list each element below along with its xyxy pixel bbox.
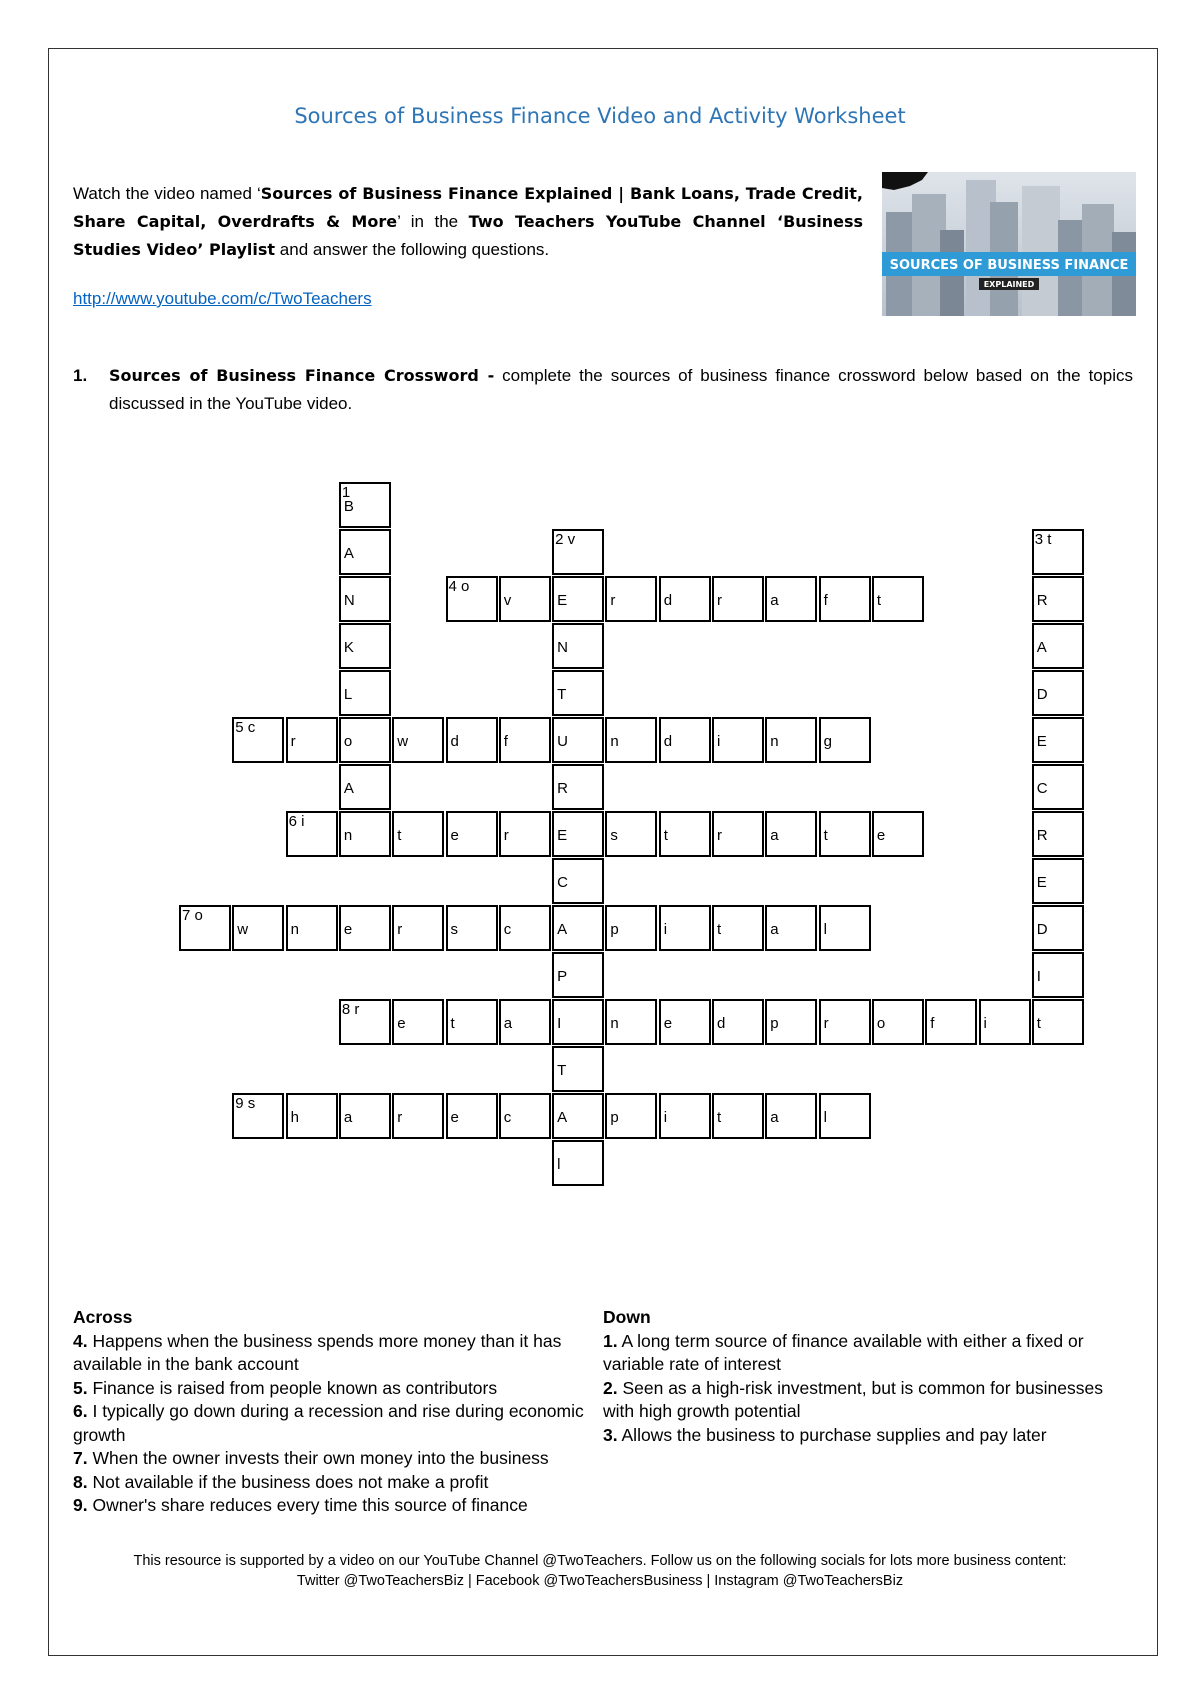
question-1 <box>73 362 1133 418</box>
cell-letter: E <box>557 827 568 844</box>
question-number: 1. <box>73 366 88 385</box>
footer-line-1: This resource is supported by a video on our YouTube Channel @TwoTeachers. Follow us on the following socials for lots more business content: <box>133 1553 1067 1569</box>
cell-letter: a <box>770 921 779 938</box>
cell-letter: t <box>397 827 402 844</box>
cell-number: 5 c <box>235 719 256 736</box>
cell-letter: D <box>1036 686 1048 703</box>
cell-letter: o <box>876 1015 886 1032</box>
intro-text-2: ’ in the <box>397 212 469 231</box>
cell-number: 4 o <box>448 578 470 595</box>
cell-letter: d <box>450 733 459 750</box>
cell-letter: P <box>557 968 568 985</box>
cell-number: 8 r <box>341 1001 360 1018</box>
cell-letter: L <box>343 686 353 703</box>
cell-letter: T <box>557 1062 567 1079</box>
cell-letter: r <box>397 1109 403 1126</box>
cell-letter: U <box>557 733 568 750</box>
cell-letter: A <box>557 921 568 938</box>
cell-letter: w <box>237 921 249 938</box>
cell-letter: t <box>876 592 882 609</box>
across-heading: Across <box>73 1307 133 1327</box>
footer <box>60 1551 1140 1591</box>
cell-letter: g <box>823 733 832 750</box>
cell-letter: e <box>450 1109 459 1126</box>
cell-letter: l <box>557 1156 561 1173</box>
cell-letter: E <box>1036 874 1047 891</box>
clue-across-4: 4. Happens when the business spends more money than it has available in the bank account <box>73 1330 562 1374</box>
cell-letter: R <box>1036 592 1048 609</box>
cell-letter: A <box>1036 639 1047 656</box>
clues-down <box>603 1306 1133 1447</box>
intro-paragraph <box>73 180 863 264</box>
clue-across-6: 6. I typically go down during a recession and rise during economic growth <box>73 1401 584 1445</box>
cell-letter: i <box>983 1015 987 1032</box>
cell-letter: n <box>343 827 353 844</box>
cell-letter: d <box>663 592 673 609</box>
cell-letter: t <box>717 1109 722 1126</box>
question-text: complete the sources of business finance crossword below based on the topics discussed in the YouTube video. <box>109 366 1133 413</box>
clue-down-1: 1. A long term source of finance available with either a fixed or variable rate of interest <box>603 1330 1084 1374</box>
cell-letter: e <box>876 827 886 844</box>
cell-letter: e <box>663 1015 673 1032</box>
cell-letter: t <box>823 827 828 844</box>
cell-letter: D <box>1036 921 1048 938</box>
cell-letter: C <box>1036 780 1048 797</box>
cell-letter: l <box>823 921 827 938</box>
cell-letter: d <box>717 1015 726 1032</box>
cell-letter: r <box>290 733 296 750</box>
cell-letter: I <box>557 1015 562 1032</box>
question-title: Sources of Business Finance Crossword - <box>109 366 495 385</box>
cell-letter: c <box>503 1109 512 1126</box>
cell-letter: a <box>770 592 779 609</box>
cell-letter: f <box>823 592 828 609</box>
cell-letter: a <box>770 1109 779 1126</box>
cell-letter: p <box>610 921 619 938</box>
cell-letter: t <box>717 921 722 938</box>
cell-letter: f <box>503 733 508 750</box>
clue-down-2: 2. Seen as a high-risk investment, but is common for businesses with high growth potential <box>603 1377 1103 1421</box>
cell-number: 1 <box>341 484 351 501</box>
footer-line-2: Twitter @TwoTeachersBiz | Facebook @TwoTeachersBusiness | Instagram @TwoTeachersBiz <box>296 1573 904 1589</box>
cell-letter: w <box>397 733 409 750</box>
cell-letter: A <box>343 780 354 797</box>
intro-text-3: and answer the following questions. <box>275 240 550 259</box>
cell-letter: e <box>450 827 459 844</box>
cell-letter: r <box>823 1015 829 1032</box>
cell-letter: d <box>663 733 673 750</box>
cell-letter: v <box>503 592 512 609</box>
cell-letter: B <box>343 498 354 515</box>
cell-letter: c <box>503 921 512 938</box>
cell-letter: n <box>290 921 299 938</box>
video-name: Sources of Business Finance Explained | Bank Loans, Trade Credit, Share Capital, Overdrafts & More <box>73 184 863 231</box>
cell-letter: r <box>503 827 509 844</box>
cell-letter: R <box>1036 827 1048 844</box>
video-thumbnail <box>882 172 1136 316</box>
cell-letter: f <box>930 1015 935 1032</box>
cell-letter: e <box>397 1015 406 1032</box>
clue-across-5: 5. Finance is raised from people known as contributors <box>73 1377 498 1398</box>
cell-letter: i <box>663 1109 668 1126</box>
cell-letter: a <box>503 1015 513 1032</box>
cell-letter: i <box>663 921 668 938</box>
cell-letter: t <box>1036 1015 1041 1032</box>
cell-letter: E <box>1036 733 1047 750</box>
cell-letter: t <box>450 1015 455 1032</box>
clue-across-8: 8. Not available if the business does not make a profit <box>73 1471 489 1492</box>
cell-letter: r <box>717 827 722 844</box>
cell-letter: o <box>343 733 353 750</box>
cell-letter: N <box>343 592 355 609</box>
cell-letter: K <box>343 639 354 656</box>
cell-letter: R <box>557 780 568 797</box>
worksheet-title: Sources of Business Finance Video and Activity Worksheet <box>294 104 906 128</box>
clue-across-9: 9. Owner's share reduces every time this source of finance <box>73 1495 528 1515</box>
cell-letter: r <box>610 592 616 609</box>
cell-number: 6 i <box>288 813 305 830</box>
intro-text-1: Watch the video named ‘ <box>73 184 261 203</box>
down-heading: Down <box>603 1307 651 1327</box>
cell-letter: s <box>610 827 618 844</box>
cell-letter: l <box>823 1109 827 1126</box>
cell-letter: a <box>770 827 779 844</box>
cell-letter: n <box>610 733 619 750</box>
cell-letter: E <box>557 592 568 609</box>
cell-letter: t <box>663 827 668 844</box>
cell-letter: I <box>1036 968 1041 985</box>
clue-down-3: 3. Allows the business to purchase supplies and pay later <box>603 1424 1047 1445</box>
cell-letter: A <box>557 1109 568 1126</box>
cell-number: 2 v <box>555 531 576 548</box>
cell-letter: a <box>343 1109 353 1126</box>
cell-letter: p <box>610 1109 619 1126</box>
cell-letter: p <box>770 1015 779 1032</box>
cell-number: 3 t <box>1034 531 1052 548</box>
cell-letter: s <box>450 921 458 938</box>
thumbnail-title: SOURCES OF BUSINESS FINANCE <box>889 258 1129 273</box>
clues-across <box>73 1306 603 1518</box>
cell-number: 7 o <box>182 907 203 924</box>
cell-letter: C <box>557 874 568 891</box>
cell-letter: h <box>290 1109 299 1126</box>
thumbnail-subtitle: EXPLAINED <box>983 280 1035 289</box>
cell-number: 9 s <box>235 1095 256 1112</box>
cell-letter: i <box>717 733 721 750</box>
youtube-link[interactable]: http://www.youtube.com/c/TwoTeachers <box>73 289 372 308</box>
cell-letter: A <box>343 545 354 562</box>
cell-letter: T <box>557 686 567 703</box>
cell-letter: r <box>397 921 403 938</box>
channel-name: Two Teachers YouTube Channel ‘Business Studies Video’ Playlist <box>73 212 863 259</box>
cell-letter: n <box>770 733 779 750</box>
cell-letter: N <box>557 639 568 656</box>
cell-letter: n <box>610 1015 619 1032</box>
cell-letter: e <box>343 921 353 938</box>
cell-letter: r <box>717 592 722 609</box>
clue-across-7: 7. When the owner invests their own money into the business <box>73 1448 549 1468</box>
